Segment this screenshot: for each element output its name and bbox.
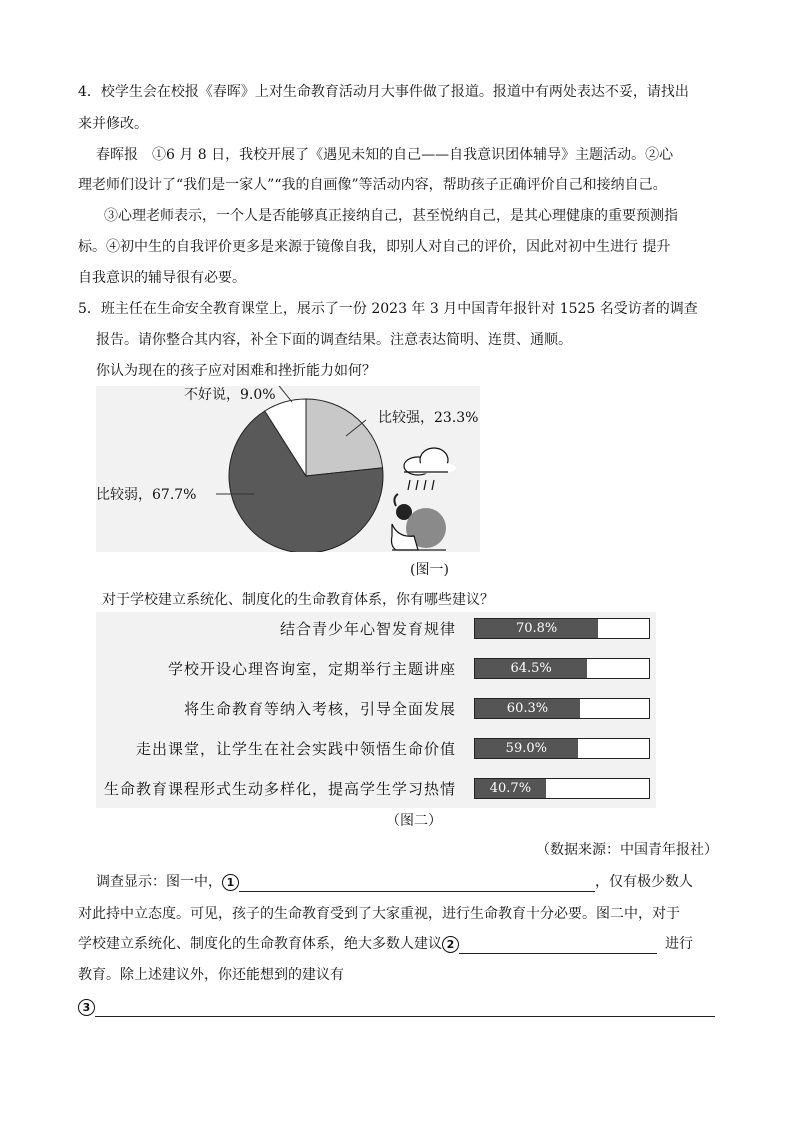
q4-report-line3: ③心理老师表示，一个人是否能够真正接纳自己，甚至悦纳自己，是其心理健康的重要预测指	[104, 208, 678, 224]
q4-report-line5: 自我意识的辅导很有必要。	[78, 270, 246, 286]
pie-chart	[96, 386, 480, 552]
answer-line5	[78, 997, 715, 1017]
data-source: （数据来源：中国青年报社）	[536, 842, 718, 858]
bar-track	[474, 698, 650, 719]
pie-slice-strong	[306, 399, 383, 476]
blank-1-marker: 1	[222, 874, 239, 891]
q4-stem-line2: 来并修改。	[78, 116, 148, 132]
bar-category-label: 将生命教育等纳入考核，引导全面发展	[183, 700, 456, 718]
figure1-caption: (图一)	[410, 562, 449, 578]
blank-3-marker: 3	[78, 999, 95, 1016]
bar-chart-panel	[96, 612, 656, 808]
figure2-caption: （图二）	[386, 813, 442, 829]
bar-track	[474, 658, 650, 679]
bar-track	[474, 778, 650, 799]
answer-line3-prefix: 学校建立系统化、制度化的生命教育体系，绝大多数人建议	[78, 936, 442, 952]
answer-line1-suffix: ，仅有极少数人	[595, 874, 693, 890]
slice-label-uncertain: 不好说，9.0%	[184, 387, 276, 403]
answer-line3	[78, 934, 693, 954]
q5-survey-question2: 对于学校建立系统化、制度化的生命教育体系，你有哪些建议？	[102, 592, 494, 608]
answer-line3-suffix: 进行	[665, 936, 693, 952]
sad-child-icon	[392, 494, 447, 550]
bar-value-label: 70.8%	[515, 621, 558, 636]
answer-line4: 教育。除上述建议外，你还能想到的建议有	[78, 967, 344, 983]
bar-track	[474, 618, 650, 639]
bar-track	[474, 738, 650, 759]
answer-line1-prefix: 调查显示：图一中，	[96, 874, 222, 890]
q4-report-line4: 标。④初中生的自我评价更多是来源于镜像自我，即别人对自己的评价，因此对初中生进行 提升	[78, 239, 671, 255]
q5-stem-line2: 报告。请你整合其内容，补全下面的调查结果。注意表达简明、连贯、通顺。	[96, 332, 572, 348]
slice-label-strong: 比较强，23.3%	[378, 410, 479, 426]
leader-line-uncertain	[276, 386, 292, 402]
answer-line1	[96, 872, 693, 892]
bar-category-label: 走出课堂，让学生在社会实践中领悟生命价值	[135, 740, 456, 758]
q5-survey-question1: 你认为现在的孩子应对困难和挫折能力如何？	[96, 363, 376, 379]
bar-value-label: 40.7%	[489, 781, 532, 796]
q5-stem-line1: 5．班主任在生命安全教育课堂上，展示了一份 2023 年 3 月中国青年报针对 1525 名受访者的调查	[78, 301, 698, 317]
answer-line2: 对此持中立态度。可见，孩子的生命教育受到了大家重视，进行生命教育十分必要。图二中，对于	[78, 906, 680, 922]
bar-value-label: 64.5%	[510, 661, 552, 676]
bar-value-label: 60.3%	[506, 701, 549, 716]
blank-2-marker: 2	[442, 936, 459, 953]
bar-category-label: 生命教育课程形式生动多样化，提高学生学习热情	[103, 780, 456, 798]
q4-report-line1: 春晖报 ①6 月 8 日，我校开展了《遇见未知的自己——自我意识团体辅导》主题活动。②心	[96, 147, 674, 163]
blank-3-input[interactable]	[95, 1000, 715, 1017]
q4-stem-line1: 4．校学生会在校报《春晖》上对生命教育活动月大事件做了报道。报道中有两处表达不妥，请找出	[78, 84, 689, 100]
rain-cloud-icon	[404, 448, 456, 490]
q4-report-line2: 理老师们设计了“我们是一家人”“我的自画像”等活动内容，帮助孩子正确评价自己和接纳自己。	[78, 177, 667, 193]
slice-label-weak: 比较弱，67.7%	[96, 487, 197, 503]
blank-1-input[interactable]	[239, 875, 595, 892]
blank-2-input[interactable]	[459, 937, 657, 954]
pie-chart-panel	[96, 386, 480, 552]
bar-value-label: 59.0%	[505, 741, 547, 756]
bar-category-label: 结合青少年心智发育规律	[279, 620, 456, 638]
bar-category-label: 学校开设心理咨询室，定期举行主题讲座	[167, 660, 456, 678]
